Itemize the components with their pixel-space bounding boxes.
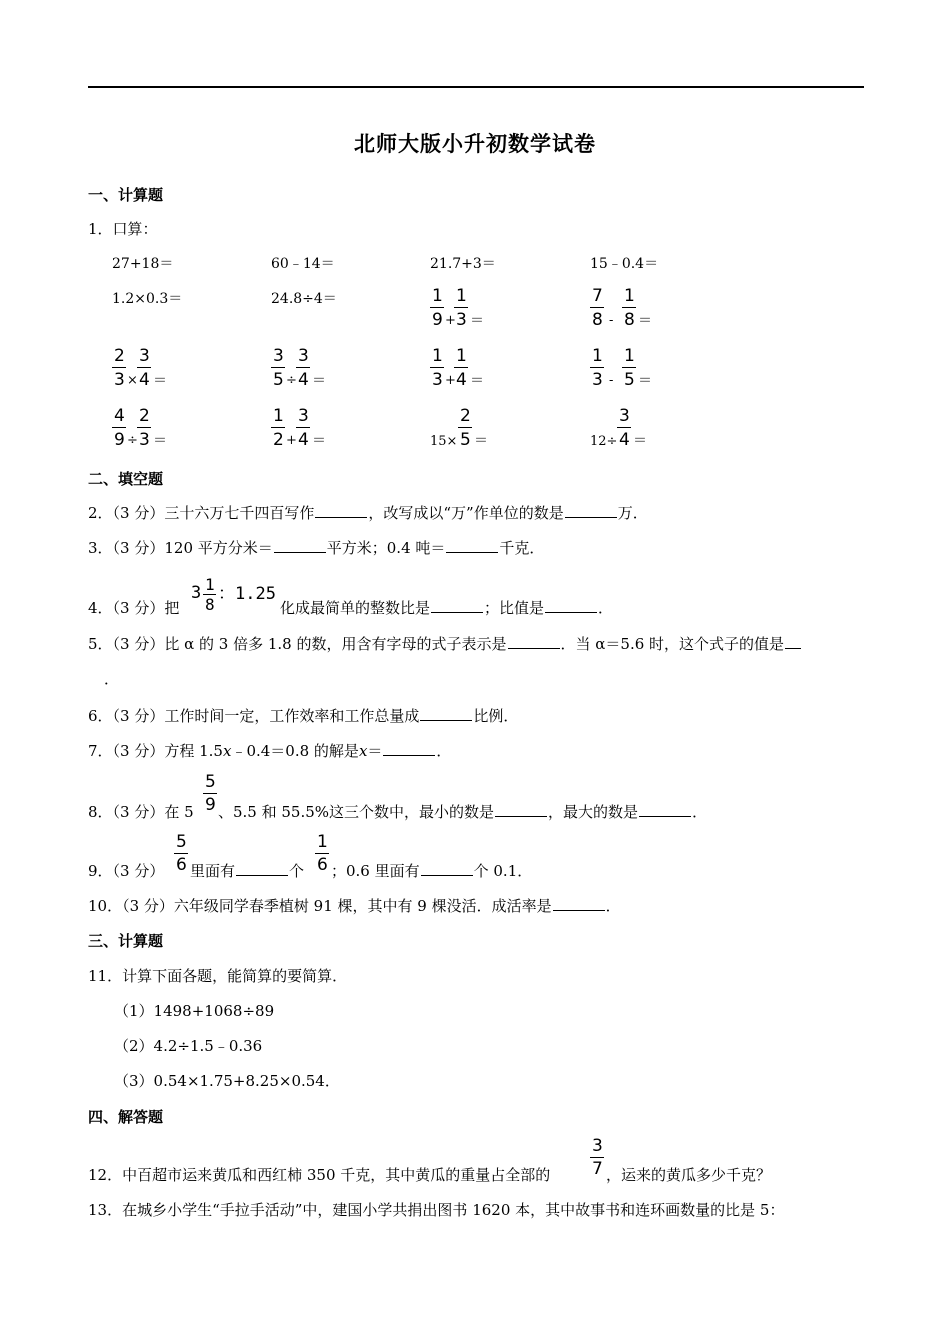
q1-denominator: 5 xyxy=(460,430,471,450)
equals-sign: ＝ xyxy=(638,313,652,329)
q1-numerator: 1 xyxy=(624,286,635,306)
question-10 xyxy=(88,895,621,916)
fraction-bar xyxy=(203,793,217,794)
q11-item: （3）0.54×1.75+8.25×0.54． xyxy=(114,1072,340,1090)
question-13: 13．在城乡小学生“手拉手活动”中，建国小学共捐出图书 1620 本，其中故事书和连环画数量的比是 5： xyxy=(88,1201,785,1219)
q3-text: 3．（3 分）120 平方分米＝ xyxy=(88,539,273,557)
q9-rest xyxy=(331,860,532,881)
fraction-bar xyxy=(271,367,285,368)
answer-blank[interactable] xyxy=(421,862,473,876)
q9-text: 个 0.1． xyxy=(473,862,533,880)
q1-denominator: 4 xyxy=(139,370,150,390)
fraction-bar xyxy=(296,367,310,368)
q9-text: 9．（3 分） xyxy=(88,862,165,880)
q5-text: ． xyxy=(104,670,120,688)
section-heading-fill: 二、填空题 xyxy=(88,470,164,488)
q9-numerator: 1 xyxy=(317,832,328,852)
q7-text: 7．（3 分）方程 1.5 xyxy=(88,742,223,760)
answer-blank[interactable] xyxy=(508,635,560,649)
q4-text: ；比值是 xyxy=(484,599,545,617)
question-6 xyxy=(88,705,518,726)
whole-operand: 15× xyxy=(430,434,458,449)
q4-text: 化成最简单的整数比是 xyxy=(280,599,431,617)
q3-text: 平方米；0.4 吨＝ xyxy=(326,539,446,557)
answer-blank[interactable] xyxy=(274,539,326,553)
answer-blank[interactable] xyxy=(236,862,288,876)
plus-sign: + xyxy=(445,313,456,328)
section-heading-solve: 四、解答题 xyxy=(88,1108,164,1126)
equals-sign: ＝ xyxy=(312,373,326,389)
answer-blank[interactable] xyxy=(315,504,367,518)
q1-numerator: 1 xyxy=(624,346,635,366)
minus-sign: - xyxy=(609,313,614,328)
variable-x: x xyxy=(358,742,368,760)
fraction-bar xyxy=(137,367,151,368)
plus-sign: + xyxy=(286,433,297,448)
q8-text: 8．（3 分）在 5 xyxy=(88,803,194,821)
fraction-bar xyxy=(296,427,310,428)
q7-text: ＝ xyxy=(367,742,383,760)
header-rule xyxy=(88,86,864,88)
q1-numerator: 3 xyxy=(298,406,309,426)
minus-sign: - xyxy=(609,373,614,388)
q9-denominator: 6 xyxy=(176,855,187,875)
q9-denominator: 6 xyxy=(317,855,328,875)
equals-sign: ＝ xyxy=(638,373,652,389)
q1-numerator: 3 xyxy=(619,406,630,426)
q7-text: ． xyxy=(436,742,452,760)
q8-rest xyxy=(218,801,707,822)
question-1-label: 1．口算： xyxy=(88,220,158,238)
q9-text: 里面有 xyxy=(190,862,236,880)
q4-numerator: 1 xyxy=(205,575,215,594)
q12-text: 12．中百超市运来黄瓜和西红柿 350 千克，其中黄瓜的重量占全部的 xyxy=(88,1166,551,1184)
fraction-bar xyxy=(590,367,604,368)
q10-text: 10．（3 分）六年级同学春季植树 91 棵，其中有 9 棵没活．成活率是 xyxy=(88,897,552,915)
q11-item: （1）1498+1068÷89 xyxy=(114,1002,275,1020)
answer-blank[interactable] xyxy=(446,539,498,553)
q12-text: ，运来的黄瓜多少千克？ xyxy=(606,1166,772,1184)
q1-denominator: 3 xyxy=(456,310,467,330)
plus-sign: + xyxy=(445,373,456,388)
q10-text: ． xyxy=(605,897,621,915)
q9-text: 个 xyxy=(289,862,305,880)
question-3 xyxy=(88,537,544,558)
q1-numerator: 7 xyxy=(592,286,603,306)
variable-x: x xyxy=(222,742,232,760)
q1-numerator: 3 xyxy=(298,346,309,366)
q8-denominator: 9 xyxy=(205,795,216,815)
question-7 xyxy=(88,740,451,761)
q1-denominator: 4 xyxy=(619,430,630,450)
q2-text: 2．（3 分）三十六万七千四百写作 xyxy=(88,504,315,522)
q4-ratio: ：1.25 xyxy=(218,584,276,604)
q11-item: （2）4.2÷1.5﹣0.36 xyxy=(114,1037,263,1055)
q1-numerator: 3 xyxy=(273,346,284,366)
q4-rest xyxy=(280,597,613,618)
fraction-bar xyxy=(315,853,329,854)
answer-blank[interactable] xyxy=(553,897,605,911)
q1-denominator: 2 xyxy=(273,430,284,450)
q1-denominator: 3 xyxy=(592,370,603,390)
equals-sign: ＝ xyxy=(153,373,167,389)
q1-numerator: 1 xyxy=(432,346,443,366)
q1-item: 27+18＝ xyxy=(112,256,174,272)
fraction-bar xyxy=(112,427,126,428)
q9-numerator: 5 xyxy=(176,832,187,852)
q8-text: 、5.5 和 55.5%这三个数中，最小的数是 xyxy=(218,803,495,821)
equals-sign: ＝ xyxy=(470,313,484,329)
question-2 xyxy=(88,502,648,523)
answer-blank[interactable] xyxy=(785,635,801,649)
q1-item: 15﹣0.4＝ xyxy=(590,256,659,272)
answer-blank[interactable] xyxy=(565,504,617,518)
q1-denominator: 8 xyxy=(592,310,603,330)
q5-text: 5．（3 分）比 α 的 3 倍多 1.8 的数，用含有字母的式子表示是 xyxy=(88,635,507,653)
answer-blank[interactable] xyxy=(639,803,691,817)
q6-text: 6．（3 分）工作时间一定，工作效率和工作总量成 xyxy=(88,707,420,725)
q12-numerator: 3 xyxy=(592,1136,603,1156)
q1-item: 24.8÷4＝ xyxy=(271,291,337,307)
fraction-bar xyxy=(454,367,468,368)
q1-denominator: 5 xyxy=(624,370,635,390)
q9-text: ；0.6 里面有 xyxy=(331,862,420,880)
q1-numerator: 3 xyxy=(139,346,150,366)
q1-denominator: 3 xyxy=(114,370,125,390)
q4-text: ． xyxy=(598,599,614,617)
question-5 xyxy=(88,633,802,654)
q1-denominator: 4 xyxy=(298,430,309,450)
fraction-bar xyxy=(112,367,126,368)
q1-denominator: 8 xyxy=(624,310,635,330)
q8-text: ，最大的数是 xyxy=(548,803,639,821)
fraction-bar xyxy=(137,427,151,428)
fraction-bar xyxy=(458,427,472,428)
answer-blank[interactable] xyxy=(495,803,547,817)
q1-numerator: 2 xyxy=(114,346,125,366)
answer-blank[interactable] xyxy=(431,599,483,613)
q4-whole: 3 xyxy=(191,583,202,603)
q8-text: ． xyxy=(692,803,708,821)
q1-denominator: 5 xyxy=(273,370,284,390)
whole-operand: 12÷ xyxy=(590,434,618,449)
q12-denominator: 7 xyxy=(592,1159,603,1179)
q8-numerator: 5 xyxy=(205,772,216,792)
divide-sign: ÷ xyxy=(127,433,138,448)
fraction-bar xyxy=(590,1157,604,1158)
answer-blank[interactable] xyxy=(420,707,472,721)
q1-denominator: 9 xyxy=(114,430,125,450)
q1-numerator: 2 xyxy=(139,406,150,426)
q1-item: 60﹣14＝ xyxy=(271,256,335,272)
fraction-bar xyxy=(590,307,604,308)
fraction-bar xyxy=(622,307,636,308)
fraction-bar xyxy=(454,307,468,308)
q4-text: 4．（3 分）把 xyxy=(88,599,180,617)
q2-text: 万． xyxy=(617,504,648,522)
q1-numerator: 1 xyxy=(456,286,467,306)
q5-text: ．当 α＝5.6 时，这个式子的值是 xyxy=(560,635,785,653)
q1-numerator: 1 xyxy=(592,346,603,366)
q7-text: ﹣0.4＝0.8 的解是 xyxy=(231,742,359,760)
equals-sign: ＝ xyxy=(633,433,647,449)
fraction-bar xyxy=(430,367,444,368)
q1-item: 1.2×0.3＝ xyxy=(112,291,183,307)
question-11: 11．计算下面各题，能简算的要简算． xyxy=(88,967,348,985)
equals-sign: ＝ xyxy=(470,373,484,389)
section-heading-calc: 一、计算题 xyxy=(88,186,164,204)
fraction-bar xyxy=(617,427,631,428)
times-sign: × xyxy=(127,373,138,388)
section-heading-calc-2: 三、计算题 xyxy=(88,932,164,950)
q1-item: 21.7+3＝ xyxy=(430,256,496,272)
q1-numerator: 4 xyxy=(114,406,125,426)
q6-text: 比例． xyxy=(473,707,519,725)
q1-denominator: 4 xyxy=(298,370,309,390)
q2-text: ，改写成以“万”作单位的数是 xyxy=(368,504,564,522)
q1-denominator: 3 xyxy=(432,370,443,390)
equals-sign: ＝ xyxy=(153,433,167,449)
fraction-bar xyxy=(174,853,188,854)
divide-sign: ÷ xyxy=(286,373,297,388)
q1-denominator: 9 xyxy=(432,310,443,330)
q1-numerator: 2 xyxy=(460,406,471,426)
equals-sign: ＝ xyxy=(474,433,488,449)
q1-numerator: 1 xyxy=(456,346,467,366)
answer-blank[interactable] xyxy=(545,599,597,613)
q1-denominator: 3 xyxy=(139,430,150,450)
page-title: 北师大版小升初数学试卷 xyxy=(354,132,596,156)
q9-middle xyxy=(190,860,304,881)
q3-text: 千克． xyxy=(499,539,545,557)
equals-sign: ＝ xyxy=(312,433,326,449)
q4-denominator: 8 xyxy=(205,595,215,614)
fraction-bar xyxy=(430,307,444,308)
answer-blank[interactable] xyxy=(383,742,435,756)
fraction-bar xyxy=(622,367,636,368)
fraction-bar xyxy=(271,427,285,428)
q1-numerator: 1 xyxy=(273,406,284,426)
q1-numerator: 1 xyxy=(432,286,443,306)
q1-denominator: 4 xyxy=(456,370,467,390)
